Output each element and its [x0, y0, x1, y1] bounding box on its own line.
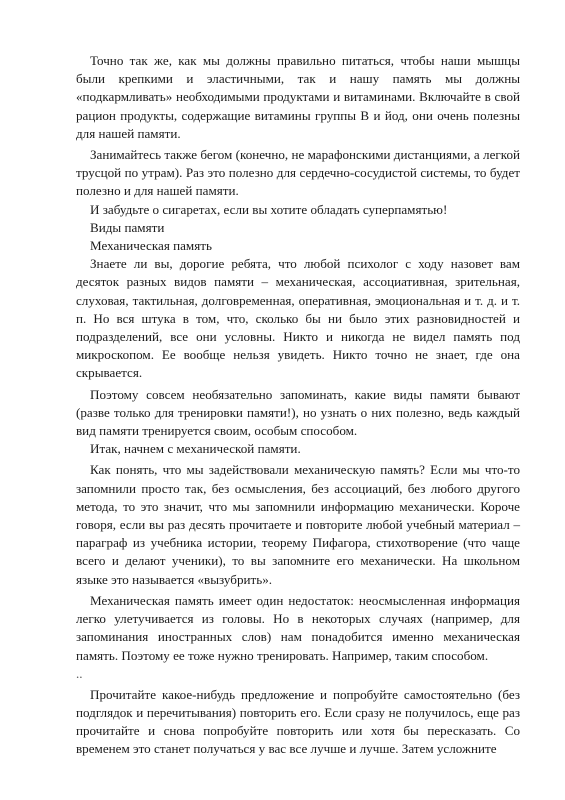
ellipsis-separator: .. — [76, 665, 83, 681]
paragraph-start-mechanical: Итак, начнем с механической памяти. — [90, 441, 301, 457]
section-heading-mechanical-memory: Механическая память — [90, 238, 212, 254]
paragraph-exercise: Прочитайте какое-нибудь предложение и попробуйте самостоятельно (без подглядок и перечитывания) повторить его. Если сразу не получилось, еще раз прочитайте и снова попробуйте повторить или хотя бы пересказать. Со временем это станет получаться у вас все лучше и лучше. Затем усложните — [76, 686, 520, 757]
paragraph-why-learn-types: Поэтому совсем необязательно запоминать, какие виды памяти бывают (разве только для тренировки памяти!), но узнать о них полезно, ведь каждый вид памяти тренируется своим, особым способом. — [76, 386, 520, 439]
paragraph-nutrition: Точно так же, как мы должны правильно питаться, чтобы наши мышцы были крепкими и эластичными, так и нашу память мы должны «подкармливать» необходимыми продуктами и витаминами. Включайте в свой рацион продукты, содержащие витамины группы В и йод, они очень полезны для нашей памяти. — [76, 53, 520, 141]
paragraph-how-to-understand: Как понять, что мы задействовали механическую память? Если мы что-то запомнили просто так, без осмысления, без ассоциаций, без любого другого метода, то это значит, что мы запомнили информацию механически. Короче говоря, если вы раз десять прочитаете и повторите любой учебный материал – параграф из учебника истории, теорему Пифагора, стихотворение (что чаще всего и делают ученики), то вы запомните его механически. На школьном языке это называется «вызубрить». — [76, 462, 520, 587]
paragraph-running: Занимайтесь также бегом (конечно, не марафонскими дистанциями, а легкой трусцой по утрам). Раз это полезно для сердечно-сосудистой системы, то будет полезно и для нашей памяти. — [76, 147, 520, 199]
document-page — [76, 52, 520, 759]
section-heading-memory-types: Виды памяти — [90, 219, 165, 235]
paragraph-mechanical-drawback: Механическая память имеет один недостаток: неосмысленная информация легко улетучивается из головы. Но в некоторых случаях (например, для запоминания иностранных слов) нам понадобится именно механическая память. Поэтому ее тоже нужно тренировать. Например, таким способом. — [76, 592, 520, 663]
paragraph-memory-types-intro: Знаете ли вы, дорогие ребята, что любой психолог с ходу назовет вам десяток разных видов памяти – механическая, ассоциативная, зрительная, слуховая, тактильная, долговременная, оперативная, эмоциональная и т. д. и т. п. Но вся штука в том, что, сколько бы ни было этих разновидностей и подразделений, все они условны. Никто и никогда не видел память под микроскопом. Ее вообще нельзя увидеть. Никто точно не знает, где она скрывается. — [76, 256, 520, 381]
paragraph-cigarettes: И забудьте о сигаретах, если вы хотите обладать суперпамятью! — [90, 201, 448, 217]
